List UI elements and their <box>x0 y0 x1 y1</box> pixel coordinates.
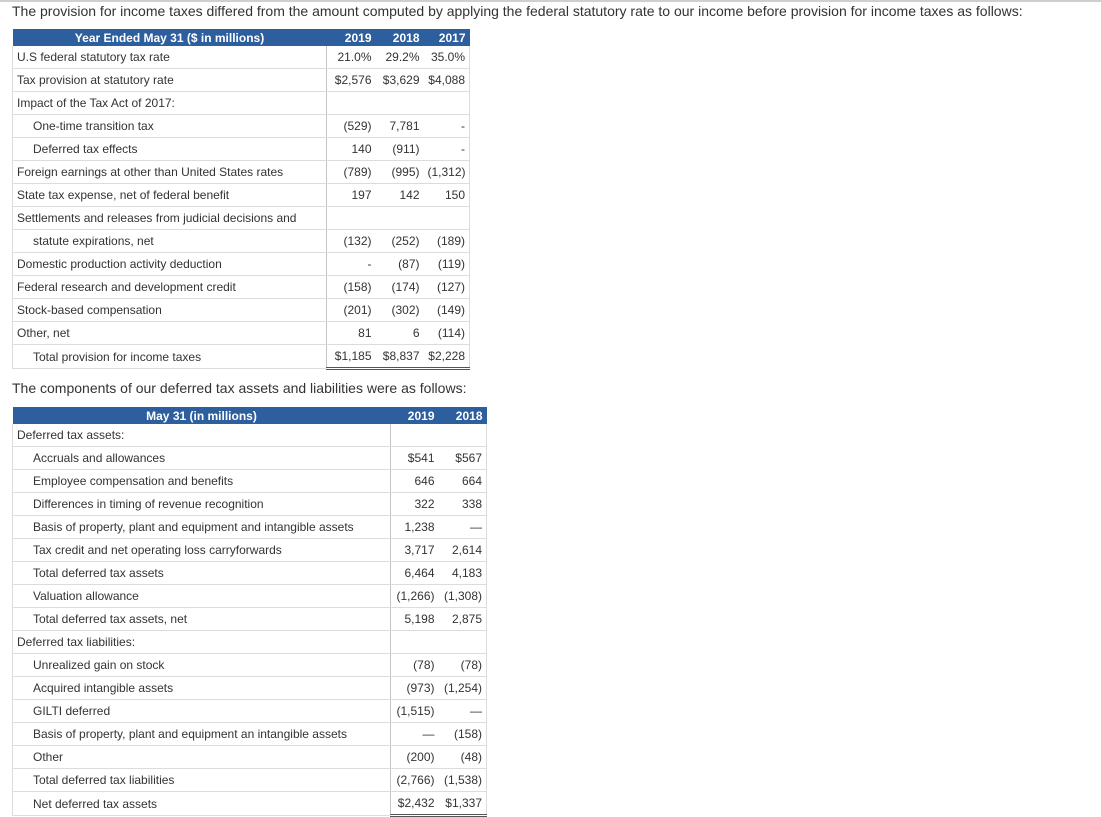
cell-2019 <box>391 424 439 447</box>
cell-2018: 29.2% <box>376 46 424 69</box>
cell-2018: (995) <box>376 161 424 184</box>
cell-2018 <box>439 424 487 447</box>
row-label: Federal research and development credit <box>13 276 327 299</box>
cell-2019: — <box>391 723 439 746</box>
table-row <box>13 138 470 161</box>
cell-2019: 1,238 <box>391 516 439 539</box>
table-row <box>13 723 487 746</box>
row-label: Total provision for income taxes <box>13 345 327 369</box>
row-label: Stock-based compensation <box>13 299 327 322</box>
table-row <box>13 253 470 276</box>
row-label: One-time transition tax <box>13 115 327 138</box>
row-label: Tax credit and net operating loss carryforwards <box>13 539 391 562</box>
cell-2019: 197 <box>327 184 376 207</box>
top-divider <box>0 0 1101 2</box>
row-label: Domestic production activity deduction <box>13 253 327 276</box>
row-label: Total deferred tax assets <box>13 562 391 585</box>
row-label: Foreign earnings at other than United States rates <box>13 161 327 184</box>
cell-2019 <box>391 631 439 654</box>
row-label: Unrealized gain on stock <box>13 654 391 677</box>
cell-2017: (189) <box>424 230 470 253</box>
table-row <box>13 46 470 69</box>
cell-2017: 150 <box>424 184 470 207</box>
table-row <box>13 585 487 608</box>
cell-2017: (114) <box>424 322 470 345</box>
cell-2018 <box>376 207 424 230</box>
cell-2017: - <box>424 138 470 161</box>
table-row <box>13 516 487 539</box>
row-label: Accruals and allowances <box>13 447 391 470</box>
row-label: Net deferred tax assets <box>13 792 391 816</box>
cell-2017: $4,088 <box>424 69 470 92</box>
row-label: Total deferred tax assets, net <box>13 608 391 631</box>
cell-2018: (174) <box>376 276 424 299</box>
cell-2017 <box>424 207 470 230</box>
cell-2019: (1,515) <box>391 700 439 723</box>
column-header-2018: 2018 <box>439 407 487 424</box>
cell-2018: — <box>439 516 487 539</box>
cell-2018: 664 <box>439 470 487 493</box>
cell-2018: (911) <box>376 138 424 161</box>
row-label: Other, net <box>13 322 327 345</box>
table-row <box>13 322 470 345</box>
deferred-intro-text: The components of our deferred tax assets and liabilities were as follows: <box>12 380 467 396</box>
row-label: Settlements and releases from judicial decisions and <box>13 207 327 230</box>
provision-reconciliation-table <box>12 29 470 370</box>
table-row <box>13 115 470 138</box>
table-row <box>13 631 487 654</box>
cell-2019: (201) <box>327 299 376 322</box>
cell-2017: - <box>424 115 470 138</box>
provision-intro-text: The provision for income taxes differed from the amount computed by applying the federal statutory rate to our income before provision for income taxes as follows: <box>12 3 1023 19</box>
cell-2017: (149) <box>424 299 470 322</box>
cell-2019: $1,185 <box>327 345 376 369</box>
cell-2017: 35.0% <box>424 46 470 69</box>
column-header-label: May 31 (in millions) <box>13 407 391 424</box>
cell-2018 <box>439 631 487 654</box>
cell-2018: (78) <box>439 654 487 677</box>
cell-2018: (87) <box>376 253 424 276</box>
table-row <box>13 92 470 115</box>
table-header-row <box>13 29 470 46</box>
deferred-tax-table <box>12 407 487 817</box>
cell-2018: (158) <box>439 723 487 746</box>
cell-2018: (252) <box>376 230 424 253</box>
table-row <box>13 654 487 677</box>
row-label: statute expirations, net <box>13 230 327 253</box>
cell-2019: (158) <box>327 276 376 299</box>
table-row <box>13 230 470 253</box>
cell-2018: (1,308) <box>439 585 487 608</box>
row-label: Deferred tax effects <box>13 138 327 161</box>
row-label: Tax provision at statutory rate <box>13 69 327 92</box>
cell-2019 <box>327 207 376 230</box>
table-row <box>13 424 487 447</box>
cell-2018: 2,614 <box>439 539 487 562</box>
cell-2018: — <box>439 700 487 723</box>
cell-2018: (1,254) <box>439 677 487 700</box>
cell-2018: (48) <box>439 746 487 769</box>
table-row <box>13 769 487 792</box>
cell-2019: $541 <box>391 447 439 470</box>
row-label: U.S federal statutory tax rate <box>13 46 327 69</box>
table-row <box>13 608 487 631</box>
column-header-2018: 2018 <box>376 29 424 46</box>
cell-2019: (1,266) <box>391 585 439 608</box>
table-row <box>13 746 487 769</box>
cell-2019: (2,766) <box>391 769 439 792</box>
table-total-row <box>13 345 470 369</box>
cell-2017 <box>424 92 470 115</box>
cell-2017: (119) <box>424 253 470 276</box>
table-row <box>13 470 487 493</box>
cell-2019: 21.0% <box>327 46 376 69</box>
cell-2018: 142 <box>376 184 424 207</box>
row-label: Basis of property, plant and equipment and intangible assets <box>13 516 391 539</box>
cell-2019 <box>327 92 376 115</box>
column-header-label: Year Ended May 31 ($ in millions) <box>13 29 327 46</box>
cell-2018: 4,183 <box>439 562 487 585</box>
cell-2018: (1,538) <box>439 769 487 792</box>
row-label: Differences in timing of revenue recognition <box>13 493 391 516</box>
cell-2018: (302) <box>376 299 424 322</box>
table-row <box>13 299 470 322</box>
row-label: Other <box>13 746 391 769</box>
cell-2019: (789) <box>327 161 376 184</box>
cell-2018: $1,337 <box>439 792 487 816</box>
cell-2019: 140 <box>327 138 376 161</box>
table-row <box>13 184 470 207</box>
column-header-2019: 2019 <box>327 29 376 46</box>
table-row <box>13 539 487 562</box>
table-row <box>13 161 470 184</box>
table-row <box>13 207 470 230</box>
cell-2017: (1,312) <box>424 161 470 184</box>
cell-2018: $3,629 <box>376 69 424 92</box>
row-label: Total deferred tax liabilities <box>13 769 391 792</box>
column-header-2019: 2019 <box>391 407 439 424</box>
table-row <box>13 562 487 585</box>
cell-2019: - <box>327 253 376 276</box>
cell-2019: 646 <box>391 470 439 493</box>
row-label: Employee compensation and benefits <box>13 470 391 493</box>
cell-2019: 6,464 <box>391 562 439 585</box>
cell-2018 <box>376 92 424 115</box>
cell-2019: $2,576 <box>327 69 376 92</box>
row-label: Impact of the Tax Act of 2017: <box>13 92 327 115</box>
row-label: GILTI deferred <box>13 700 391 723</box>
table-row <box>13 276 470 299</box>
row-label: Deferred tax liabilities: <box>13 631 391 654</box>
cell-2019: (78) <box>391 654 439 677</box>
column-header-2017: 2017 <box>424 29 470 46</box>
cell-2019: 3,717 <box>391 539 439 562</box>
table-row <box>13 493 487 516</box>
table-total-row <box>13 792 487 816</box>
row-label: Basis of property, plant and equipment an intangible assets <box>13 723 391 746</box>
cell-2017: $2,228 <box>424 345 470 369</box>
table-row <box>13 677 487 700</box>
cell-2019: 5,198 <box>391 608 439 631</box>
table-row <box>13 700 487 723</box>
cell-2017: (127) <box>424 276 470 299</box>
row-label: Valuation allowance <box>13 585 391 608</box>
row-label: Acquired intangible assets <box>13 677 391 700</box>
cell-2019: (132) <box>327 230 376 253</box>
cell-2018: 338 <box>439 493 487 516</box>
cell-2018: 2,875 <box>439 608 487 631</box>
cell-2018: 6 <box>376 322 424 345</box>
row-label: State tax expense, net of federal benefit <box>13 184 327 207</box>
cell-2018: $8,837 <box>376 345 424 369</box>
table-header-row <box>13 407 487 424</box>
cell-2019: (200) <box>391 746 439 769</box>
cell-2019: 81 <box>327 322 376 345</box>
cell-2019: (973) <box>391 677 439 700</box>
cell-2019: (529) <box>327 115 376 138</box>
cell-2018: $567 <box>439 447 487 470</box>
cell-2018: 7,781 <box>376 115 424 138</box>
cell-2019: 322 <box>391 493 439 516</box>
table-row <box>13 447 487 470</box>
cell-2019: $2,432 <box>391 792 439 816</box>
table-row <box>13 69 470 92</box>
row-label: Deferred tax assets: <box>13 424 391 447</box>
